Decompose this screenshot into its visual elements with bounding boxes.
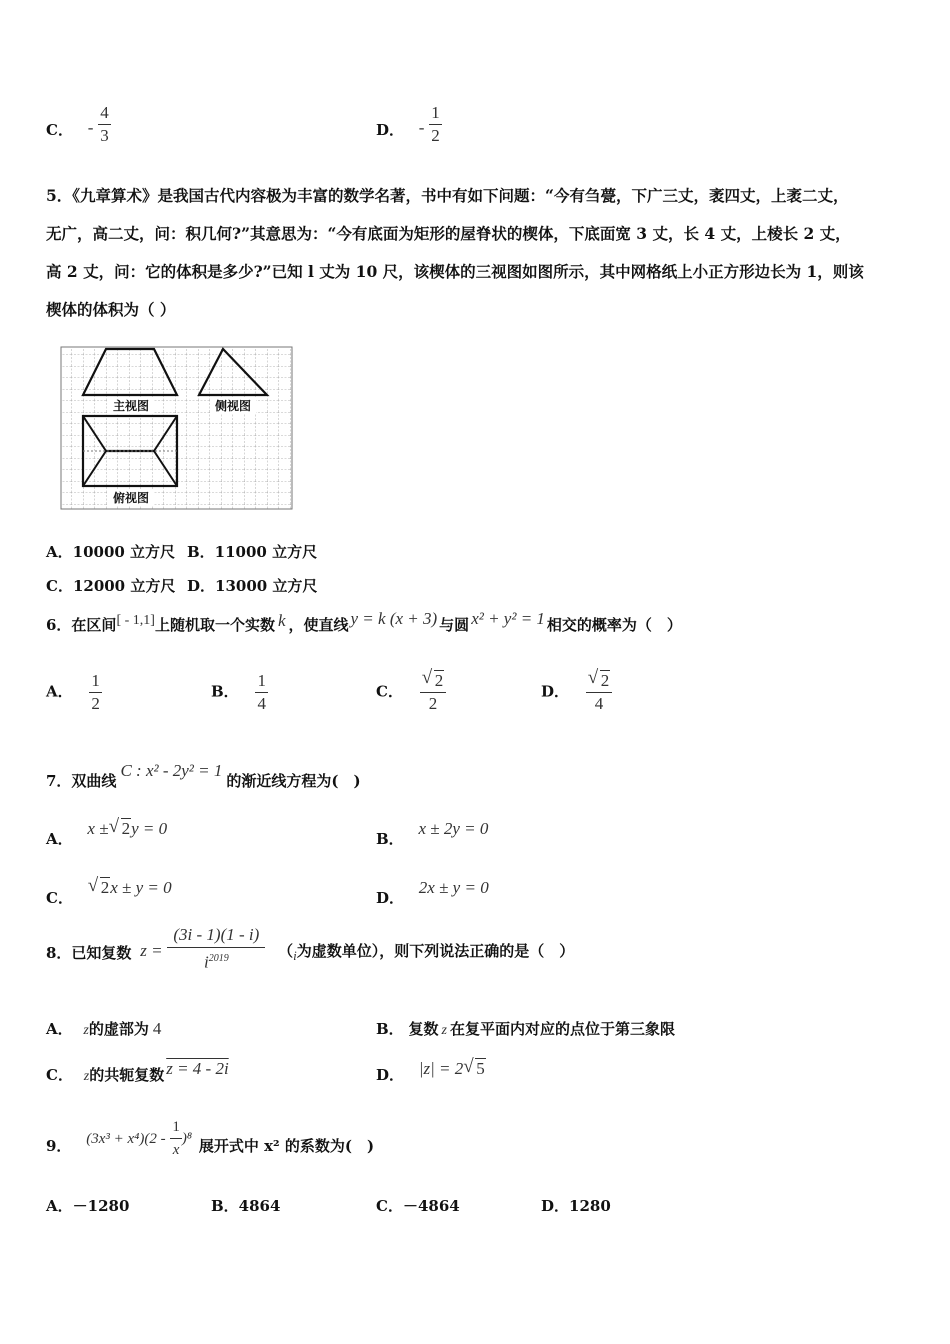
q6-text: ，使直线 xyxy=(288,616,349,634)
option-label: B． xyxy=(376,1020,404,1038)
expr: 2x ± y = 0 xyxy=(418,878,489,897)
q5-line-2: 无广，高二丈，问：积几何?”其意思为：“今有底面为矩形的屋脊状的楔体，下底面宽 3 丈，长 4 丈，上棱长 2 丈， xyxy=(46,224,851,243)
den-exponent: 2019 xyxy=(208,953,229,964)
q6-text: 上随机取一个实数 xyxy=(154,616,275,634)
q9-prefix: 9． xyxy=(46,1136,72,1155)
three-view-figure xyxy=(60,343,296,517)
q5-option-a[interactable]: A．10000 立方尺 xyxy=(46,543,176,561)
sqrt-symbol: √ 2 xyxy=(587,667,610,690)
denominator: x xyxy=(172,1142,180,1158)
grid-figure-svg xyxy=(60,343,296,513)
question-6-text xyxy=(46,609,682,635)
q8-option-c[interactable] xyxy=(46,1058,229,1084)
numerator: 1 xyxy=(89,672,102,693)
q9-option-d[interactable]: D．1280 xyxy=(541,1197,611,1215)
variable-k: k xyxy=(277,611,286,630)
numerator xyxy=(420,667,447,693)
question-9-text xyxy=(46,1118,374,1159)
fraction xyxy=(586,667,613,713)
sqrt-symbol: √ 2 xyxy=(87,875,110,897)
modulus-expr: |z| = 2 xyxy=(418,1059,464,1078)
q7-option-d[interactable] xyxy=(376,877,489,907)
radicand: 2 xyxy=(434,671,444,690)
fraction xyxy=(98,104,111,145)
sqrt-symbol: √ 5 xyxy=(463,1056,485,1078)
q5-option-d[interactable]: D．13000 立方尺 xyxy=(187,577,318,595)
q6-option-a[interactable] xyxy=(46,672,102,713)
option-label: D． xyxy=(541,682,570,701)
denominator: 4 xyxy=(594,694,604,713)
expr-part: x ± xyxy=(87,819,109,838)
radicand: 2 xyxy=(600,671,610,690)
minus-sign: - xyxy=(87,117,94,137)
q9-option-b[interactable]: B．4864 xyxy=(211,1197,281,1215)
q9-option-a[interactable]: A．－1280 xyxy=(46,1197,130,1215)
numerator xyxy=(586,667,613,693)
q6-option-d[interactable] xyxy=(541,667,612,713)
sqrt-symbol: √ 2 xyxy=(108,816,131,838)
q9-suffix: 展开式中 x² 的系数为( ) xyxy=(198,1136,375,1155)
option-label: D． xyxy=(376,1066,405,1084)
hyperbola-equation: C : x² - 2y² = 1 xyxy=(120,761,223,780)
q7-option-b[interactable] xyxy=(376,818,489,848)
option-label: A． xyxy=(46,1020,73,1038)
expr-part: x ± y = 0 xyxy=(110,878,172,897)
top-view-label: 俯视图 xyxy=(108,489,154,506)
q5-line-3: 高 2 丈，问：它的体积是多少?”已知 l 丈为 10 尺，该楔体的三视图如图所示，其中网格纸上小正方形边长为 1，则该 xyxy=(46,262,864,281)
q6-option-c[interactable] xyxy=(376,667,446,713)
fraction xyxy=(170,1118,182,1159)
option-text: 的虚部为 xyxy=(88,1020,149,1038)
denominator: 2 xyxy=(431,126,440,145)
fraction xyxy=(429,104,442,145)
side-view-label: 侧视图 xyxy=(210,397,256,414)
q8-suffix: 为虚数单位），则下列说法正确的是（ ） xyxy=(296,941,575,960)
q8-prefix: 8．已知复数 xyxy=(46,943,132,962)
option-label: D． xyxy=(376,120,405,139)
q6-suffix: 相交的概率为（ ） xyxy=(546,616,682,634)
numerator: 4 xyxy=(98,104,111,125)
paren: （ xyxy=(278,941,294,960)
den-base: i xyxy=(203,952,209,972)
q9-option-c[interactable]: C．－4864 xyxy=(376,1197,460,1215)
radicand: 5 xyxy=(476,1059,485,1078)
circle-equation: x² + y² = 1 xyxy=(471,609,545,628)
expr-part: )⁸ xyxy=(181,1130,193,1147)
line-equation: y = k (x + 3) xyxy=(350,609,438,628)
fraction xyxy=(420,667,447,713)
q8-option-a[interactable] xyxy=(46,1018,161,1039)
radicand: 2 xyxy=(121,819,131,838)
q6-text: 与圆 xyxy=(439,616,470,634)
denominator: 3 xyxy=(100,126,109,145)
q6-prefix: 6．在区间 xyxy=(46,616,117,634)
expr-part: y = 0 xyxy=(131,819,168,838)
radicand: 2 xyxy=(100,878,110,897)
denominator: 4 xyxy=(257,694,266,713)
numerator: (3i - 1)(1 - i) xyxy=(167,926,265,948)
imag-unit: i xyxy=(293,947,297,963)
q7-option-a[interactable] xyxy=(46,816,168,848)
numerator: 1 xyxy=(170,1118,182,1139)
q8-option-b[interactable] xyxy=(376,1018,675,1039)
q8-option-d[interactable] xyxy=(376,1056,486,1084)
question-5-text xyxy=(46,177,916,329)
expr: x ± 2y = 0 xyxy=(418,819,489,838)
option-label: C． xyxy=(46,1066,73,1084)
q5-option-c[interactable]: C．12000 立方尺 xyxy=(46,577,176,595)
q5-line-1: 5．《九章算术》是我国古代内容极为丰富的数学名著，书中有如下问题：“今有刍甍，下广三丈，袤四丈，上袤二丈， xyxy=(46,186,849,205)
z-equals: z = xyxy=(140,940,163,960)
option-text: 的共轭复数 xyxy=(89,1066,165,1084)
option-text: 复数 xyxy=(408,1020,439,1038)
fraction xyxy=(89,672,102,713)
option-label: D． xyxy=(376,889,405,907)
option-label: B． xyxy=(376,830,404,848)
sqrt-symbol: √ 2 xyxy=(421,667,444,690)
denominator: 2 xyxy=(428,694,438,713)
minus-sign: - xyxy=(418,117,425,137)
front-view-label: 主视图 xyxy=(108,397,154,414)
fraction xyxy=(167,926,265,972)
variable-z: z xyxy=(83,1023,89,1038)
value: 4 xyxy=(152,1019,162,1038)
conjugate-expr: z = 4 - 2i xyxy=(166,1059,229,1078)
numerator: 1 xyxy=(255,672,268,693)
q7-prefix: 7．双曲线 xyxy=(46,772,117,790)
q7-suffix: 的渐近线方程为( ) xyxy=(226,772,361,790)
option-label: A． xyxy=(46,682,73,701)
option-label: A． xyxy=(46,830,73,848)
question-7-text xyxy=(46,760,361,790)
numerator: 1 xyxy=(429,104,442,125)
variable-z: z xyxy=(83,1069,90,1084)
variable-z: z xyxy=(441,1023,447,1038)
denominator xyxy=(204,948,229,972)
expr-part: (3x³ + x⁴)(2 - xyxy=(86,1130,166,1147)
option-label: B． xyxy=(211,682,239,701)
q7-option-c[interactable] xyxy=(46,875,172,907)
q5-option-b[interactable]: B．11000 立方尺 xyxy=(187,543,318,561)
q6-option-b[interactable] xyxy=(211,672,268,713)
interval: [ - 1,1] xyxy=(116,613,155,628)
q4-option-d[interactable] xyxy=(376,104,442,145)
option-label: C． xyxy=(376,682,403,701)
fraction xyxy=(255,672,268,713)
denominator: 2 xyxy=(91,694,100,713)
option-label: C． xyxy=(46,120,73,139)
q4-option-c[interactable] xyxy=(46,104,111,145)
option-text: 在复平面内对应的点位于第三象限 xyxy=(449,1020,675,1038)
q5-line-4: 楔体的体积为（ ） xyxy=(46,300,176,319)
question-8-text xyxy=(46,925,575,972)
option-label: C． xyxy=(46,889,73,907)
